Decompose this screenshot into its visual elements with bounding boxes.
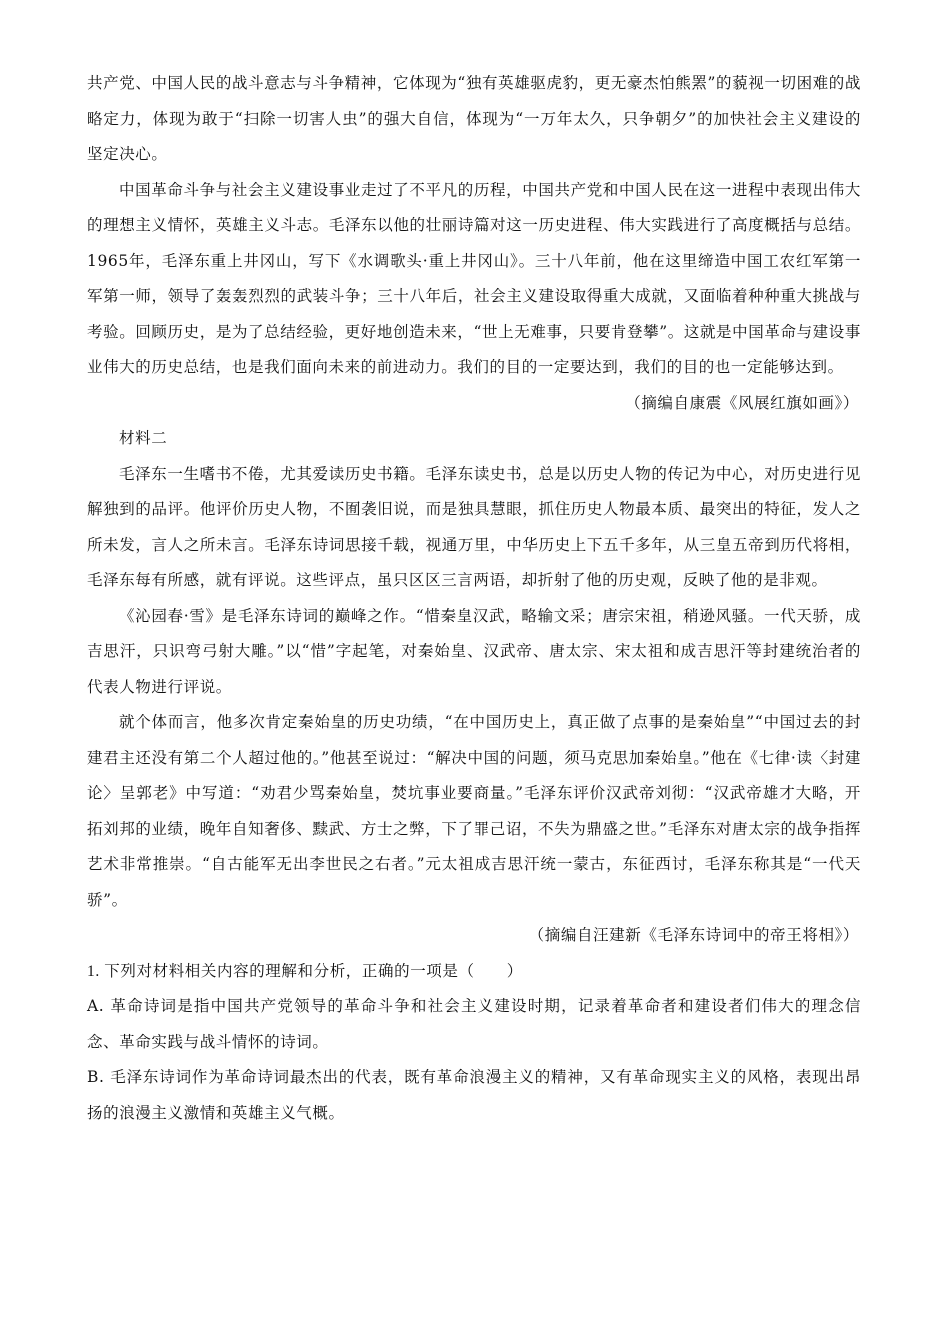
material-two-paragraph-2: 《沁园春·雪》是毛泽东诗词的巅峰之作。“惜秦皇汉武，略输文采；唐宗宋祖，稍逊风骚。一代天骄，成吉思汗，只识弯弓射大雕。”以“惜”字起笔，对秦始皇、汉武帝、唐太宗、宋太祖和成吉思汗等封建统治者的代表人物进行评说。 (87, 606, 861, 696)
document-page (87, 66, 861, 1131)
material-two-paragraph-3: 就个体而言，他多次肯定秦始皇的历史功绩，“在中国历史上，真正做了点事的是秦始皇”“中国过去的封建君主还没有第二个人超过他的。”他甚至说过：“解决中国的问题，须马克思加秦始皇。”他在《七律·读〈封建论〉呈郭老》中写道：“劝君少骂秦始皇，焚坑事业要商量。”毛泽东评价汉武帝刘彻：“汉武帝雄才大略，开拓刘邦的业绩，晚年自知奢侈、黩武、方士之弊，下了罪己诏，不失为鼎盛之世。”毛泽东对唐太宗的战争指挥艺术非常推崇。“自古能军无出李世民之右者。”元太祖成吉思汗统一蒙古，东征西讨，毛泽东称其是“一代天骄”。 (87, 713, 861, 909)
material-two-heading: 材料二 (119, 429, 168, 447)
material-one-source: （摘编自康震《风展红旗如画》） (625, 393, 859, 412)
material-one-paragraph-continued: 共产党、中国人民的战斗意志与斗争精神，它体现为“独有英雄驱虎豹，更无豪杰怕熊罴”的藐视一切困难的战略定力，体现为敢于“扫除一切害人虫”的强大自信，体现为“一万年太久，只争朝夕”的加快社会主义建设的坚定决心。 (87, 74, 861, 163)
material-one-paragraph-2: 中国革命斗争与社会主义建设事业走过了不平凡的历程，中国共产党和中国人民在这一进程中表现出伟大的理想主义情怀，英雄主义斗志。毛泽东以他的壮丽诗篇对这一历史进程、伟大实践进行了高度概括与总结。1965年，毛泽东重上井冈山，写下《水调歌头·重上井冈山》。三十八年前，他在这里缔造中国工农红军第一军第一师，领导了轰轰烈烈的武装斗争；三十八年后，社会主义建设取得重大成就，又面临着种种重大挑战与考验。回顾历史，是为了总结经验，更好地创造未来，“世上无难事，只要肯登攀”。这就是中国革命与建设事业伟大的历史总结，也是我们面向未来的前进动力。我们的目的一定要达到，我们的目的也一定能够达到。 (87, 180, 861, 376)
question-1-stem: 1. 下列对材料相关内容的理解和分析，正确的一项是（ ） (87, 962, 523, 980)
material-two-paragraph-1: 毛泽东一生嗜书不倦，尤其爱读历史书籍。毛泽东读史书，总是以历史人物的传记为中心，对历史进行见解独到的品评。他评价历史人物，不囿袭旧说，而是独具慧眼，抓住历史人物最本质、最突出的特征，发人之所未发，言人之所未言。毛泽东诗词思接千载，视通万里，中华历史上下五千多年，从三皇五帝到历代将相，毛泽东每有所感，就有评说。这些评点，虽只区区三言两语，却折射了他的历史观，反映了他的是非观。 (87, 464, 861, 589)
question-1-option-a: A. 革命诗词是指中国共产党领导的革命斗争和社会主义建设时期，记录着革命者和建设者们伟大的理念信念、革命实践与战斗情怀的诗词。 (87, 997, 861, 1051)
question-1-option-b: B. 毛泽东诗词作为革命诗词最杰出的代表，既有革命浪漫主义的精神，又有革命现实主义的风格，表现出昂扬的浪漫主义激情和英雄主义气概。 (87, 1068, 861, 1122)
material-two-source: （摘编自汪建新《毛泽东诗词中的帝王将相》） (528, 926, 859, 944)
